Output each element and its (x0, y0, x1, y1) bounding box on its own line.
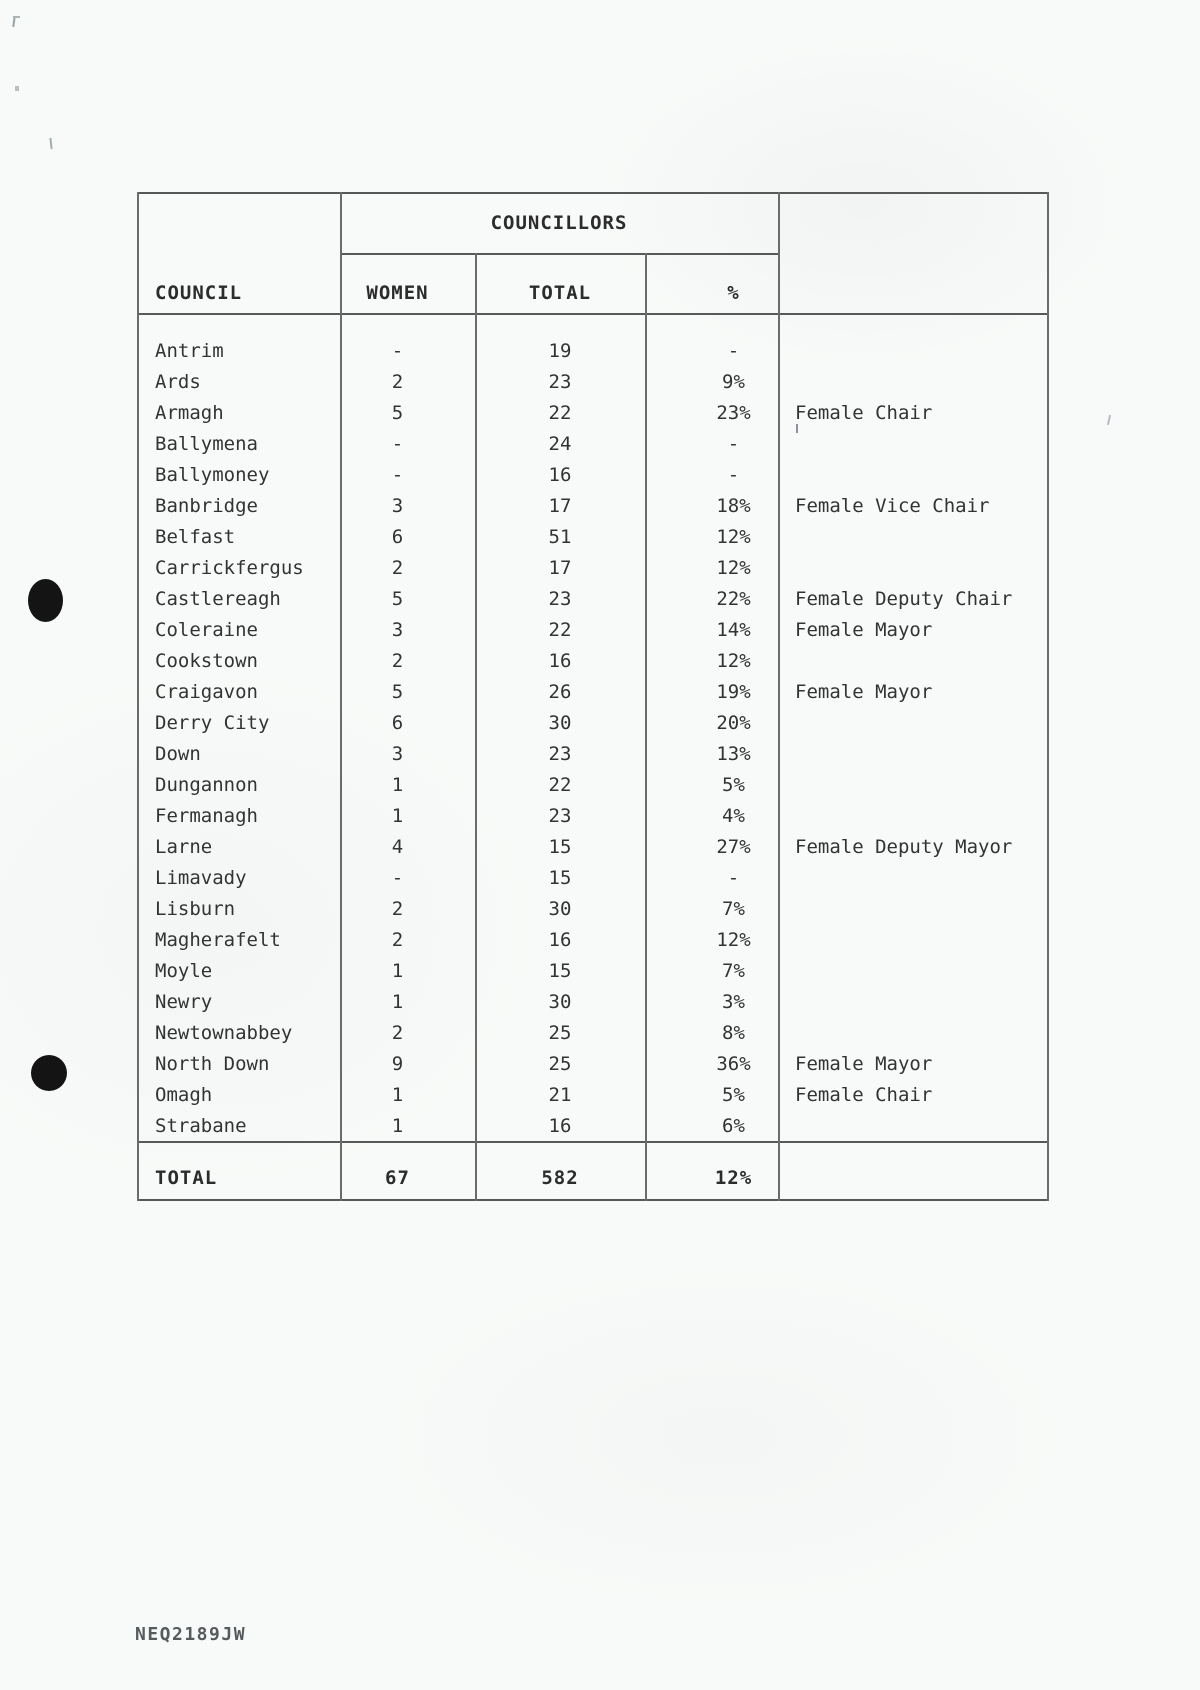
women-count-cell: 4 (391, 835, 404, 858)
note-cell: Female Mayor (795, 618, 933, 641)
total-count-cell: 22 (548, 773, 572, 796)
women-count-cell: 2 (391, 370, 404, 393)
hole-punch-dot-bottom (31, 1055, 67, 1091)
total-count-cell: 22 (548, 618, 572, 641)
table-row (137, 986, 1049, 1017)
women-count-cell: - (391, 339, 404, 362)
column-header-notes (778, 282, 1049, 304)
total-count-cell: 26 (548, 680, 572, 703)
council-name-cell: Moyle (155, 959, 213, 982)
council-name-cell: Newry (155, 990, 213, 1013)
note-cell: Female Chair (795, 401, 933, 424)
women-count-cell: 2 (391, 649, 404, 672)
column-header-women: WOMEN (366, 282, 429, 304)
total-count-cell: 16 (548, 1114, 572, 1137)
total-count-cell: 30 (548, 897, 572, 920)
percent-cell: 13% (716, 742, 751, 765)
women-count-cell: 1 (391, 1114, 404, 1137)
women-count-cell: - (391, 463, 404, 486)
table-row (137, 1017, 1049, 1048)
women-count-cell: 1 (391, 773, 404, 796)
table-row (137, 893, 1049, 924)
table-row (137, 1048, 1049, 1079)
total-count-cell: 23 (548, 587, 572, 610)
percent-cell: - (727, 339, 740, 362)
percent-cell: 8% (722, 1021, 745, 1044)
group-header-underline (340, 253, 778, 255)
total-count-cell: 15 (548, 866, 572, 889)
total-count-cell: 25 (548, 1052, 572, 1075)
table-top-border (137, 192, 1049, 194)
total-count-cell: 15 (548, 835, 572, 858)
council-name-cell: Craigavon (155, 680, 258, 703)
note-cell: Female Vice Chair (795, 494, 990, 517)
percent-cell: - (727, 432, 740, 455)
councillors-table (137, 192, 1049, 1202)
note-cell: Female Chair (795, 1083, 933, 1106)
percent-cell: 36% (716, 1052, 751, 1075)
total-count-cell: 30 (548, 990, 572, 1013)
table-row (137, 831, 1049, 862)
total-count-cell: 17 (548, 494, 572, 517)
council-name-cell: Magherafelt (155, 928, 281, 951)
column-header-percent: % (727, 282, 740, 304)
table-row (137, 366, 1049, 397)
total-count-cell: 51 (548, 525, 572, 548)
total-count-cell: 24 (548, 432, 572, 455)
total-count-cell: 17 (548, 556, 572, 579)
percent-cell: 4% (722, 804, 745, 827)
total-count-cell: 21 (548, 1083, 572, 1106)
table-row (137, 645, 1049, 676)
women-count-cell: 3 (391, 494, 404, 517)
total-count-cell: 22 (548, 401, 572, 424)
note-cell: Female Mayor (795, 1052, 933, 1075)
table-bottom-border (137, 1199, 1049, 1201)
total-row-label: TOTAL (155, 1167, 218, 1189)
women-count-cell: - (391, 432, 404, 455)
council-name-cell: Ballymoney (155, 463, 270, 486)
table-row (137, 738, 1049, 769)
council-name-cell: Castlereagh (155, 587, 281, 610)
council-name-cell: Armagh (155, 401, 224, 424)
council-name-cell: Cookstown (155, 649, 258, 672)
women-count-cell: 5 (391, 680, 404, 703)
column-header-row (137, 282, 1049, 304)
note-cell: Female Deputy Chair (795, 587, 1013, 610)
percent-cell: 12% (716, 556, 751, 579)
percent-cell: - (727, 463, 740, 486)
group-header-councillors: COUNCILLORS (490, 212, 628, 234)
women-count-cell: 1 (391, 1083, 404, 1106)
table-row (137, 490, 1049, 521)
total-count-cell: 16 (548, 649, 572, 672)
women-count-cell: 2 (391, 897, 404, 920)
table-row (137, 397, 1049, 428)
total-row-percent: 12% (714, 1167, 753, 1189)
column-header-council: COUNCIL (155, 282, 243, 304)
council-name-cell: Dungannon (155, 773, 258, 796)
table-row (137, 769, 1049, 800)
scan-artifact (1107, 415, 1111, 425)
council-name-cell: Antrim (155, 339, 224, 362)
council-name-cell: Derry City (155, 711, 270, 734)
total-count-cell: 16 (548, 928, 572, 951)
percent-cell: 20% (716, 711, 751, 734)
table-row (137, 707, 1049, 738)
council-name-cell: Fermanagh (155, 804, 258, 827)
total-count-cell: 16 (548, 463, 572, 486)
table-row (137, 1079, 1049, 1110)
footer-reference-code: NEQ2189JW (135, 1624, 247, 1645)
council-name-cell: North Down (155, 1052, 270, 1075)
note-cell: Female Deputy Mayor (795, 835, 1013, 858)
council-name-cell: Larne (155, 835, 213, 858)
table-row (137, 583, 1049, 614)
hole-punch-dot-top (28, 579, 63, 622)
council-name-cell: Belfast (155, 525, 236, 548)
council-name-cell: Coleraine (155, 618, 258, 641)
percent-cell: 12% (716, 525, 751, 548)
scan-artifact (49, 138, 52, 149)
women-count-cell: 1 (391, 959, 404, 982)
women-count-cell: 2 (391, 556, 404, 579)
percent-cell: 5% (722, 773, 745, 796)
women-count-cell: 5 (391, 587, 404, 610)
table-row (137, 521, 1049, 552)
council-name-cell: Strabane (155, 1114, 247, 1137)
column-header-total: TOTAL (528, 282, 592, 304)
women-count-cell: 3 (391, 742, 404, 765)
women-count-cell: - (391, 866, 404, 889)
council-name-cell: Ards (155, 370, 201, 393)
percent-cell: 18% (716, 494, 751, 517)
percent-cell: 3% (722, 990, 745, 1013)
percent-cell: 7% (722, 959, 745, 982)
total-count-cell: 23 (548, 370, 572, 393)
table-row (137, 862, 1049, 893)
women-count-cell: 1 (391, 990, 404, 1013)
percent-cell: 5% (722, 1083, 745, 1106)
council-name-cell: Newtownabbey (155, 1021, 293, 1044)
women-count-cell: 2 (391, 928, 404, 951)
council-name-cell: Carrickfergus (155, 556, 304, 579)
total-count-cell: 15 (548, 959, 572, 982)
total-row-total: 582 (541, 1167, 579, 1189)
women-count-cell: 6 (391, 525, 404, 548)
women-count-cell: 3 (391, 618, 404, 641)
total-row (137, 1143, 1049, 1199)
total-count-cell: 25 (548, 1021, 572, 1044)
scan-artifact (13, 16, 20, 18)
table-body (137, 315, 1049, 1141)
percent-cell: 19% (716, 680, 751, 703)
total-count-cell: 30 (548, 711, 572, 734)
table-row (137, 676, 1049, 707)
council-name-cell: Down (155, 742, 201, 765)
women-count-cell: 6 (391, 711, 404, 734)
council-name-cell: Ballymena (155, 432, 258, 455)
note-cell: Female Mayor (795, 680, 933, 703)
table-row (137, 955, 1049, 986)
scan-artifact (15, 86, 19, 91)
table-row (137, 800, 1049, 831)
council-name-cell: Banbridge (155, 494, 258, 517)
table-row (137, 614, 1049, 645)
table-row (137, 552, 1049, 583)
table-row (137, 459, 1049, 490)
table-row (137, 335, 1049, 366)
percent-cell: 14% (716, 618, 751, 641)
percent-cell: 22% (716, 587, 751, 610)
percent-cell: 9% (722, 370, 745, 393)
total-count-cell: 23 (548, 804, 572, 827)
council-name-cell: Lisburn (155, 897, 236, 920)
table-row (137, 924, 1049, 955)
women-count-cell: 5 (391, 401, 404, 424)
total-count-cell: 23 (548, 742, 572, 765)
percent-cell: 23% (716, 401, 751, 424)
percent-cell: 12% (716, 649, 751, 672)
percent-cell: - (727, 866, 740, 889)
percent-cell: 27% (716, 835, 751, 858)
women-count-cell: 2 (391, 1021, 404, 1044)
percent-cell: 12% (716, 928, 751, 951)
percent-cell: 7% (722, 897, 745, 920)
table-row (137, 1110, 1049, 1141)
council-name-cell: Omagh (155, 1083, 213, 1106)
women-count-cell: 9 (391, 1052, 404, 1075)
percent-cell: 6% (722, 1114, 745, 1137)
women-count-cell: 1 (391, 804, 404, 827)
total-row-women: 67 (385, 1167, 410, 1189)
table-row (137, 428, 1049, 459)
council-name-cell: Limavady (155, 866, 247, 889)
total-count-cell: 19 (548, 339, 572, 362)
